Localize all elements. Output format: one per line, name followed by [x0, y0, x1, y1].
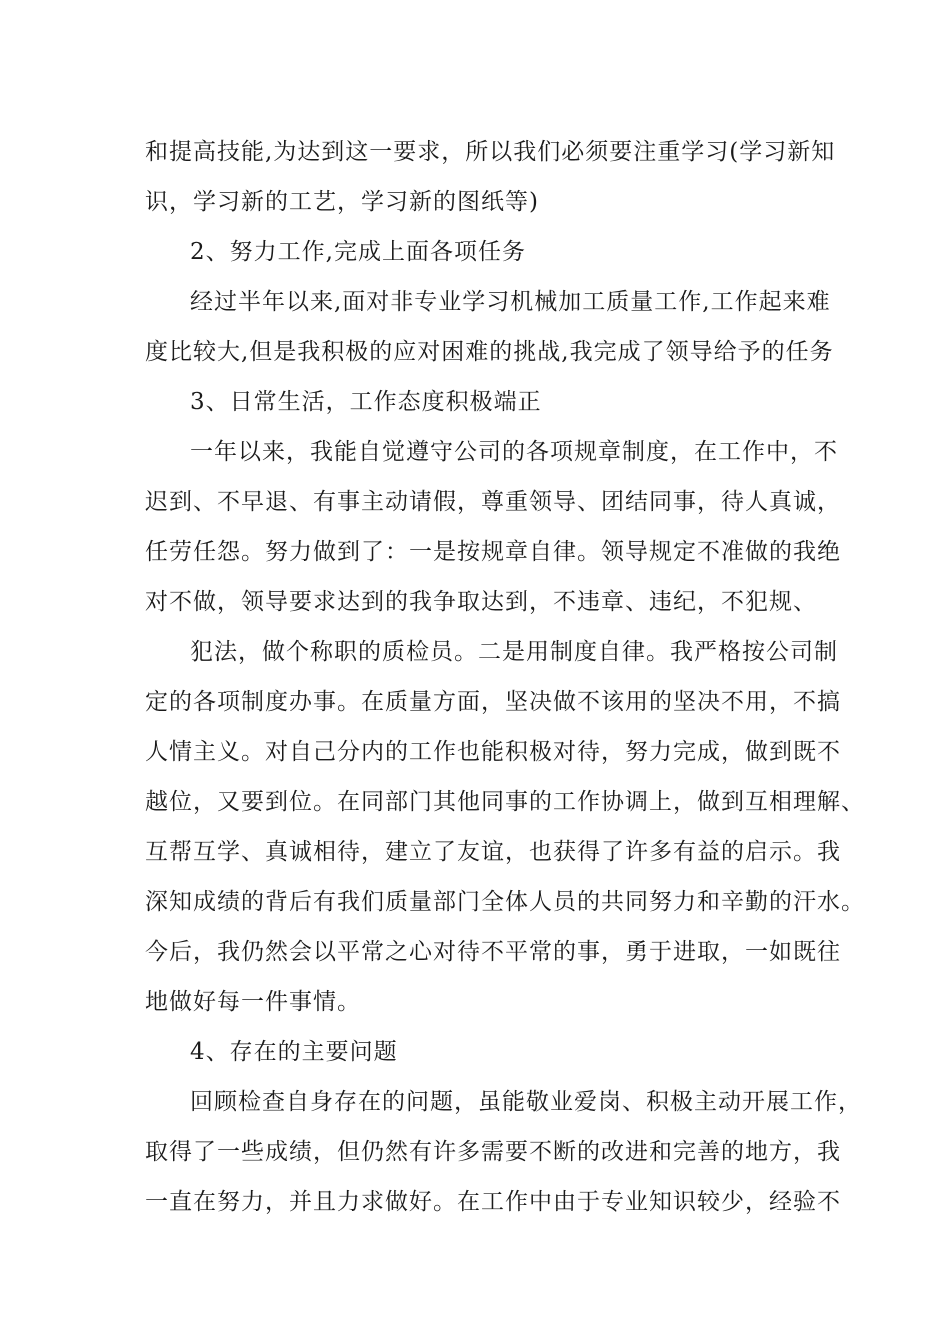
section-heading: 4、存在的主要问题	[190, 1039, 398, 1065]
text-line: 越位，又要到位。在同部门其他同事的工作协调上，做到互相理解、	[145, 789, 865, 815]
text-line: 犯法，做个称职的质检员。二是用制度自律。我严格按公司制	[190, 639, 838, 665]
text-line: 对不做，领导要求达到的我争取达到，不违章、违纪，不犯规、	[145, 589, 817, 615]
text-line: 和提高技能,为达到这一要求，所以我们必须要注重学习(学习新知	[145, 139, 836, 165]
text-line: 深知成绩的背后有我们质量部门全体人员的共同努力和辛勤的汗水。	[145, 889, 865, 915]
text-line: 人情主义。对自己分内的工作也能积极对待，努力完成，做到既不	[145, 739, 841, 765]
text-line: 取得了一些成绩，但仍然有许多需要不断的改进和完善的地方，我	[145, 1139, 841, 1165]
text-line: 迟到、不早退、有事主动请假，尊重领导、团结同事，待人真诚，	[145, 489, 841, 515]
text-line: 今后，我仍然会以平常之心对待不平常的事，勇于进取，一如既往	[145, 939, 841, 965]
text-line: 任劳任怨。努力做到了：一是按规章自律。领导规定不准做的我绝	[145, 539, 841, 565]
text-line: 一直在努力，并且力求做好。在工作中由于专业知识较少，经验不	[145, 1189, 841, 1215]
text-line: 定的各项制度办事。在质量方面，坚决做不该用的坚决不用，不搞	[145, 689, 841, 715]
paragraph-first-line: 一年以来，我能自觉遵守公司的各项规章制度，在工作中，不	[190, 439, 838, 465]
paragraph-first-line: 经过半年以来,面对非专业学习机械加工质量工作,工作起来难	[190, 289, 831, 315]
section-heading: 3、日常生活，工作态度积极端正	[190, 389, 542, 415]
text-line: 度比较大,但是我积极的应对困难的挑战,我完成了领导给予的任务	[145, 339, 834, 365]
text-line: 互帮互学、真诚相待，建立了友谊，也获得了许多有益的启示。我	[145, 839, 841, 865]
section-heading: 2、努力工作,完成上面各项任务	[190, 239, 526, 265]
paragraph-first-line: 回顾检查自身存在的问题，虽能敬业爱岗、积极主动开展工作，	[190, 1089, 862, 1115]
text-line: 地做好每一件事情。	[145, 989, 361, 1015]
text-line: 识，学习新的工艺，学习新的图纸等)	[145, 189, 539, 215]
